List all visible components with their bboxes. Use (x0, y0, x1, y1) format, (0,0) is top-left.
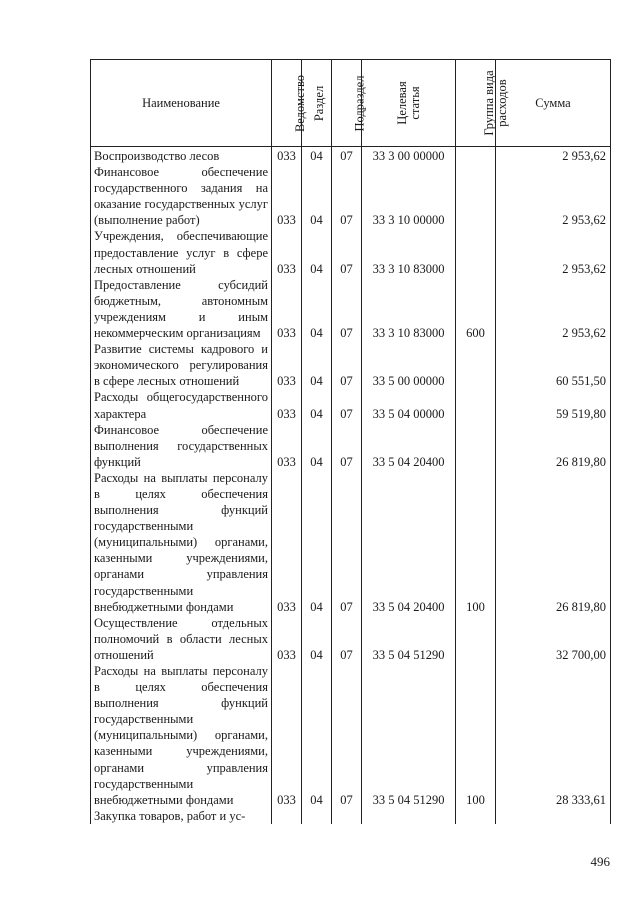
cell-section (302, 808, 332, 824)
cell-exp-group (456, 389, 496, 421)
header-target: Целевая статья (362, 60, 456, 147)
cell-name: Учреждения, обеспечивающие предоставление услуг в сфере лесных отношений (91, 228, 272, 276)
cell-subsection: 07 (332, 277, 362, 341)
table-row (91, 389, 611, 421)
table-row (91, 228, 611, 276)
cell-sum: 32 700,00 (496, 615, 611, 663)
cell-exp-group (456, 422, 496, 470)
cell-name: Предоставление субсидий бюджетным, автономным учреждениям и иным некоммерческим организациям (91, 277, 272, 341)
cell-section: 04 (302, 389, 332, 421)
cell-subsection: 07 (332, 228, 362, 276)
cell-sum: 26 819,80 (496, 470, 611, 615)
cell-subsection: 07 (332, 422, 362, 470)
cell-exp-group: 600 (456, 277, 496, 341)
table-row (91, 341, 611, 389)
cell-sum: 2 953,62 (496, 147, 611, 165)
cell-sum: 28 333,61 (496, 663, 611, 808)
cell-dept: 033 (272, 164, 302, 228)
cell-exp-group: 100 (456, 470, 496, 615)
table-row (91, 615, 611, 663)
cell-dept: 033 (272, 615, 302, 663)
cell-subsection: 07 (332, 341, 362, 389)
cell-dept: 033 (272, 277, 302, 341)
table-row (91, 164, 611, 228)
cell-dept: 033 (272, 422, 302, 470)
cell-name: Расходы общегосударственного характера (91, 389, 272, 421)
cell-subsection: 07 (332, 389, 362, 421)
cell-section: 04 (302, 663, 332, 808)
cell-name: Осуществление отдельных полномочий в области лесных отношений (91, 615, 272, 663)
cell-exp-group (456, 147, 496, 165)
cell-sum: 26 819,80 (496, 422, 611, 470)
cell-exp-group: 100 (456, 663, 496, 808)
header-exp-group: Группа вида расходов (456, 60, 496, 147)
cell-dept: 033 (272, 228, 302, 276)
cell-sum: 2 953,62 (496, 164, 611, 228)
cell-sum: 2 953,62 (496, 277, 611, 341)
cell-subsection: 07 (332, 470, 362, 615)
cell-subsection: 07 (332, 164, 362, 228)
cell-target: 33 3 00 00000 (362, 147, 456, 165)
cell-dept: 033 (272, 663, 302, 808)
cell-name: Развитие системы кадрового и экономического регулирования в сфере лесных отношений (91, 341, 272, 389)
cell-target: 33 5 04 20400 (362, 470, 456, 615)
cell-section: 04 (302, 228, 332, 276)
table-row (91, 147, 611, 165)
cell-target: 33 5 04 51290 (362, 663, 456, 808)
cell-name: Воспроизводство лесов (91, 147, 272, 165)
cell-sum: 60 551,50 (496, 341, 611, 389)
table-header-row (91, 60, 611, 147)
cell-section: 04 (302, 615, 332, 663)
cell-name: Расходы на выплаты персоналу в целях обеспечения выполнения функций государственными (муниципальными) органами, казенными учреждениями, органами управления государственными внебюджетными фондами (91, 470, 272, 615)
cell-target: 33 3 10 83000 (362, 228, 456, 276)
cell-sum: 2 953,62 (496, 228, 611, 276)
cell-target: 33 3 10 83000 (362, 277, 456, 341)
cell-exp-group (456, 164, 496, 228)
cell-exp-group (456, 228, 496, 276)
table-row (91, 422, 611, 470)
cell-section: 04 (302, 422, 332, 470)
table-row (91, 663, 611, 808)
header-sum: Сумма (496, 60, 611, 147)
budget-table (90, 59, 611, 824)
cell-exp-group (456, 341, 496, 389)
cell-subsection: 07 (332, 663, 362, 808)
header-section: Раздел (302, 60, 332, 147)
header-name: Наименование (91, 60, 272, 147)
header-dept: Ведомство (272, 60, 302, 147)
cell-dept: 033 (272, 341, 302, 389)
cell-target: 33 5 04 20400 (362, 422, 456, 470)
table-row (91, 277, 611, 341)
cell-target (362, 808, 456, 824)
cell-subsection: 07 (332, 147, 362, 165)
cell-section: 04 (302, 147, 332, 165)
table-row (91, 470, 611, 615)
cell-target: 33 5 00 00000 (362, 341, 456, 389)
cell-subsection (332, 808, 362, 824)
cell-dept (272, 808, 302, 824)
cell-subsection: 07 (332, 615, 362, 663)
cell-section: 04 (302, 341, 332, 389)
table-body (91, 147, 611, 824)
cell-dept: 033 (272, 147, 302, 165)
cell-sum: 59 519,80 (496, 389, 611, 421)
cell-name: Расходы на выплаты персоналу в целях обеспечения выполнения функций государственными (муниципальными) органами, казенными учреждениями, органами управления государственными внебюджетными фондами (91, 663, 272, 808)
cell-section: 04 (302, 470, 332, 615)
cell-target: 33 3 10 00000 (362, 164, 456, 228)
cell-target: 33 5 04 00000 (362, 389, 456, 421)
page-number: 496 (590, 854, 610, 869)
cell-name: Финансовое обеспечение государственного задания на оказание государственных услуг (выполнение работ) (91, 164, 272, 228)
header-subsection: Подраздел (332, 60, 362, 147)
cell-section: 04 (302, 277, 332, 341)
cell-name: Закупка товаров, работ и ус- (91, 808, 272, 824)
cell-dept: 033 (272, 470, 302, 615)
table-row (91, 808, 611, 824)
cell-exp-group (456, 808, 496, 824)
cell-dept: 033 (272, 389, 302, 421)
cell-target: 33 5 04 51290 (362, 615, 456, 663)
cell-exp-group (456, 615, 496, 663)
cell-section: 04 (302, 164, 332, 228)
cell-name: Финансовое обеспечение выполнения государственных функций (91, 422, 272, 470)
cell-sum (496, 808, 611, 824)
